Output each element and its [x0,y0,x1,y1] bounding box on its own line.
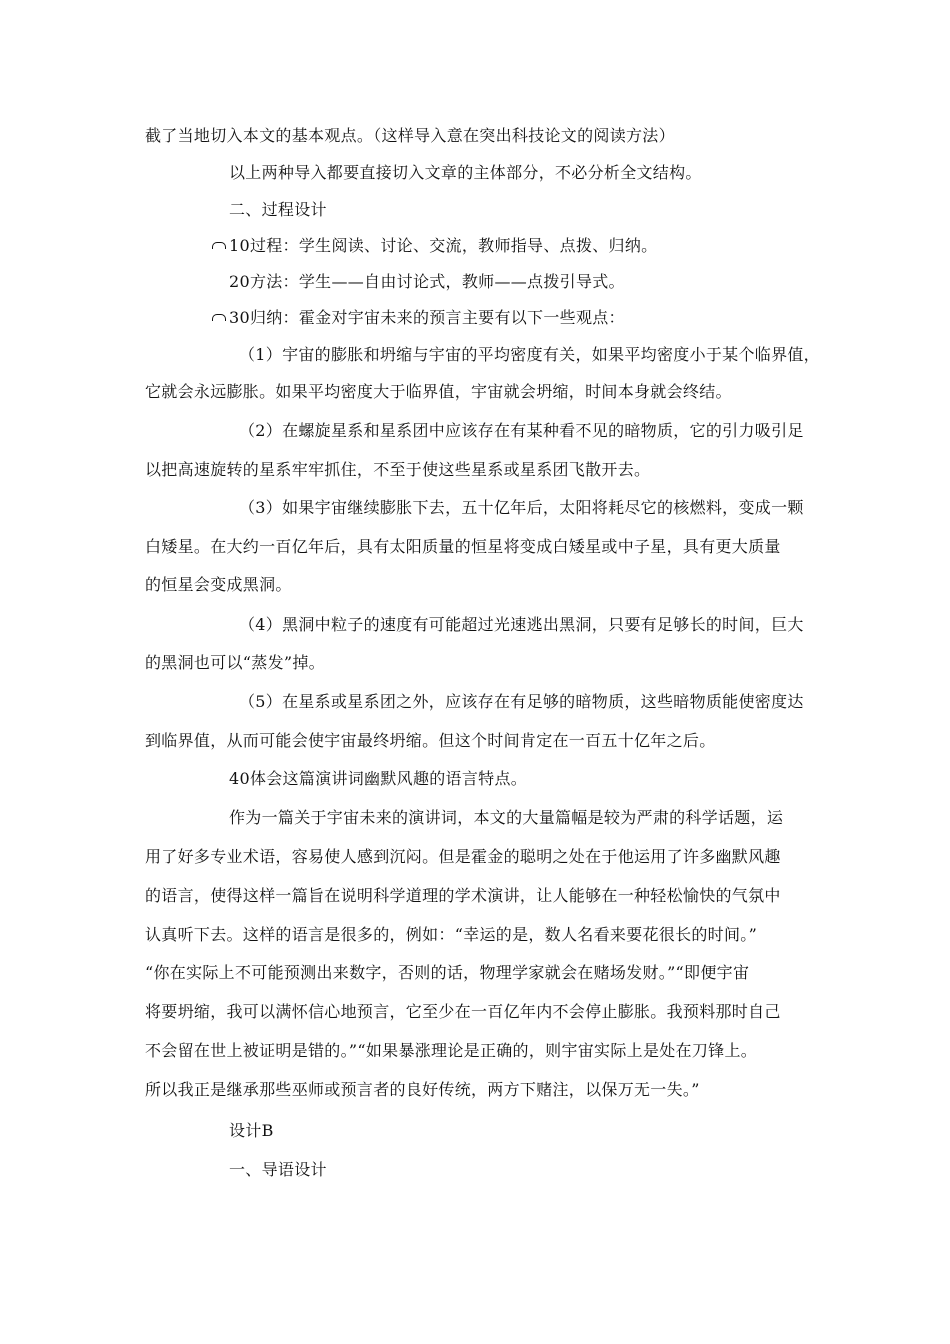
text-line: 截了当地切入本文的基本观点。（这样导入意在突出科技论文的阅读方法） [145,126,675,145]
text-line: 的恒星会变成黑洞。 [145,575,292,594]
text-line: 作为一篇关于宇宙未来的演讲词，本文的大量篇幅是较为严肃的科学话题，运 [229,808,784,827]
text-line: 所以我正是继承那些巫师或预言者的良好传统，两方下赌注，以保万无一失。” [145,1080,700,1099]
text-line: “你在实际上不可能预测出来数字，否则的话，物理学家就会在赌场发财。”“即便宇宙 [145,963,750,982]
text-line: （3）如果宇宙继续膨胀下去，五十亿年后，太阳将耗尽它的核燃料，变成一颗 [239,498,804,517]
text-line: 以上两种导入都要直接切入文章的主体部分，不必分析全文结构。 [229,163,702,182]
section-heading: 设计B [229,1121,274,1140]
text-line: 10过程：学生阅读、讨论、交流，教师指导、点拨、归纳。 [229,236,658,255]
section-heading: 二、过程设计 [229,200,327,219]
text-line: 以把高速旋转的星系牢牢抓住，不至于使这些星系或星系团飞散开去。 [145,460,651,479]
text-line: 的黑洞也可以“蒸发”掉。 [145,653,325,672]
text-line: 不会留在世上被证明是错的。”“如果暴涨理论是正确的，则宇宙实际上是处在刀锋上。 [145,1041,758,1060]
text-line: （2）在螺旋星系和星系团中应该存在有某种看不见的暗物质，它的引力吸引足 [239,421,804,440]
text-line: 白矮星。在大约一百亿年后，具有太阳质量的恒星将变成白矮星或中子星，具有更大质量 [145,537,781,556]
margin-mark [212,314,226,321]
text-line: 到临界值，从而可能会使宇宙最终坍缩。但这个时间肯定在一百五十亿年之后。 [145,731,716,750]
text-line: （1）宇宙的膨胀和坍缩与宇宙的平均密度有关，如果平均密度小于某个临界值， [239,345,820,364]
margin-mark [212,242,226,249]
text-line: 40体会这篇演讲词幽默风趣的语言特点。 [229,769,528,788]
text-line: 的语言，使得这样一篇旨在说明科学道理的学术演讲，让人能够在一种轻松愉快的气氛中 [145,886,781,905]
section-heading: 一、导语设计 [229,1160,327,1179]
text-line: （4）黑洞中粒子的速度有可能超过光速逃出黑洞，只要有足够长的时间，巨大 [239,615,804,634]
text-line: 将要坍缩，我可以满怀信心地预言，它至少在一百亿年内不会停止膨胀。我预料那时自己 [145,1002,781,1021]
text-line: 用了好多专业术语，容易使人感到沉闷。但是霍金的聪明之处在于他运用了许多幽默风趣 [145,847,781,866]
text-line: （5）在星系或星系团之外，应该存在有足够的暗物质，这些暗物质能使密度达 [239,692,804,711]
text-line: 认真听下去。这样的语言是很多的，例如：“幸运的是，数人名看来要花很长的时间。” [145,925,758,944]
text-line: 30归纳：霍金对宇宙未来的预言主要有以下一些观点： [229,308,625,327]
text-line: 它就会永远膨胀。如果平均密度大于临界值，宇宙就会坍缩，时间本身就会终结。 [145,382,732,401]
text-line: 20方法：学生——自由讨论式，教师——点拨引导式。 [229,272,625,291]
